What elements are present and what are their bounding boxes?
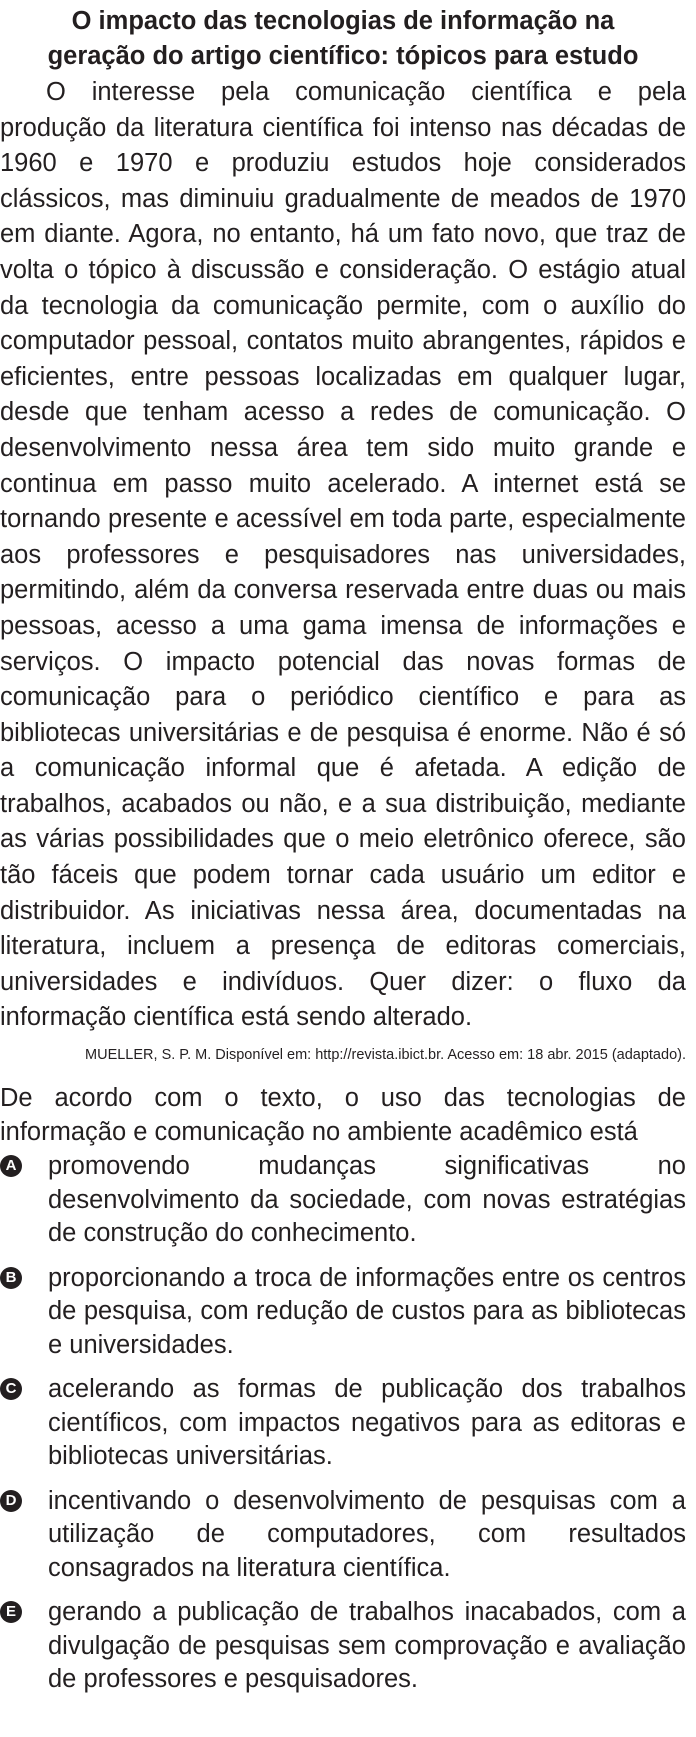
option-b-letter-badge: B — [0, 1267, 22, 1289]
passage-text: O interesse pela comunicação científica e pela produção da literatura científica foi intenso nas décadas de 1960 e 1970 e produziu estudos hoje considerados clássicos, mas diminuiu gradualmente de meados de 1970 em diante. Agora, no entanto, há um fato novo, que traz de volta o tópico à discussão e consideração. O estágio atual da tecnologia da comunicação permite, com o auxílio do computador pessoal, contatos muito abrangentes, rápidos e eficientes, entre pessoas localizadas em qualquer lugar, desde que tenham acesso a redes de comunicação. O desenvolvimento nessa área tem sido muito grande e continua em passo muito acelerado. A internet está se tornando presente e acessível em toda parte, especialmente aos professores e pesquisadores nas universidades, permitindo, além da conversa reservada entre duas ou mais pessoas, acesso a uma gama imensa de informações e serviços. O impacto potencial das novas formas de comunicação para o periódico científico e para as bibliotecas universitárias e de pesquisa é enorme. Não é só a comunicação informal que é afetada. A edição de trabalhos, acabados ou não, e a sua distribuição, mediante as várias possibilidades que o meio eletrônico oferece, são tão fáceis que podem tornar cada usuário um editor e distribuidor. As iniciativas nessa área, documentadas na literatura, incluem a presença de editoras comerciais, universidades e indivíduos. Quer dizer: o fluxo da informação científica está sendo alterado. — [0, 78, 686, 1032]
source-citation: MUELLER, S. P. M. Disponível em: http://revista.ibict.br. Acesso em: 18 abr. 2015 (adaptado). — [85, 1047, 686, 1064]
option-d-text: incentivando o desenvolvimento de pesquisas com a utilização de computadores, com resultados consagrados na literatura científica. — [48, 1486, 686, 1582]
option-a[interactable] — [0, 1150, 686, 1251]
answer-options — [0, 1150, 686, 1697]
option-c-letter-badge: C — [0, 1378, 22, 1400]
option-b-text: proporcionando a troca de informações entre os centros de pesquisa, com redução de custos para as bibliotecas e universidades. — [48, 1263, 686, 1359]
option-c[interactable] — [0, 1373, 686, 1474]
passage-title — [0, 4, 686, 74]
option-d-letter-badge: D — [0, 1490, 22, 1512]
question-stem: De acordo com o texto, o uso das tecnologias de informação e comunicação no ambiente acadêmico está — [0, 1084, 686, 1147]
option-e-letter-badge: E — [0, 1601, 22, 1623]
option-a-letter-badge: A — [0, 1155, 22, 1177]
title-line-1: O impacto das tecnologias de informação na — [71, 7, 615, 35]
option-a-text: promovendo mudanças significativas no desenvolvimento da sociedade, com novas estratégias de construção do conhecimento. — [48, 1152, 686, 1248]
option-c-text: acelerando as formas de publicação dos trabalhos científicos, com impactos negativos para as editoras e bibliotecas universitárias. — [48, 1375, 686, 1471]
option-e-text: gerando a publicação de trabalhos inacabados, com a divulgação de pesquisas sem comprovação e avaliação de professores e pesquisadores. — [48, 1598, 686, 1694]
option-d[interactable] — [0, 1485, 686, 1586]
option-b[interactable] — [0, 1262, 686, 1363]
option-e[interactable] — [0, 1596, 686, 1697]
exam-question — [0, 4, 686, 1708]
title-line-2: geração do artigo científico: tópicos para estudo — [47, 42, 639, 70]
